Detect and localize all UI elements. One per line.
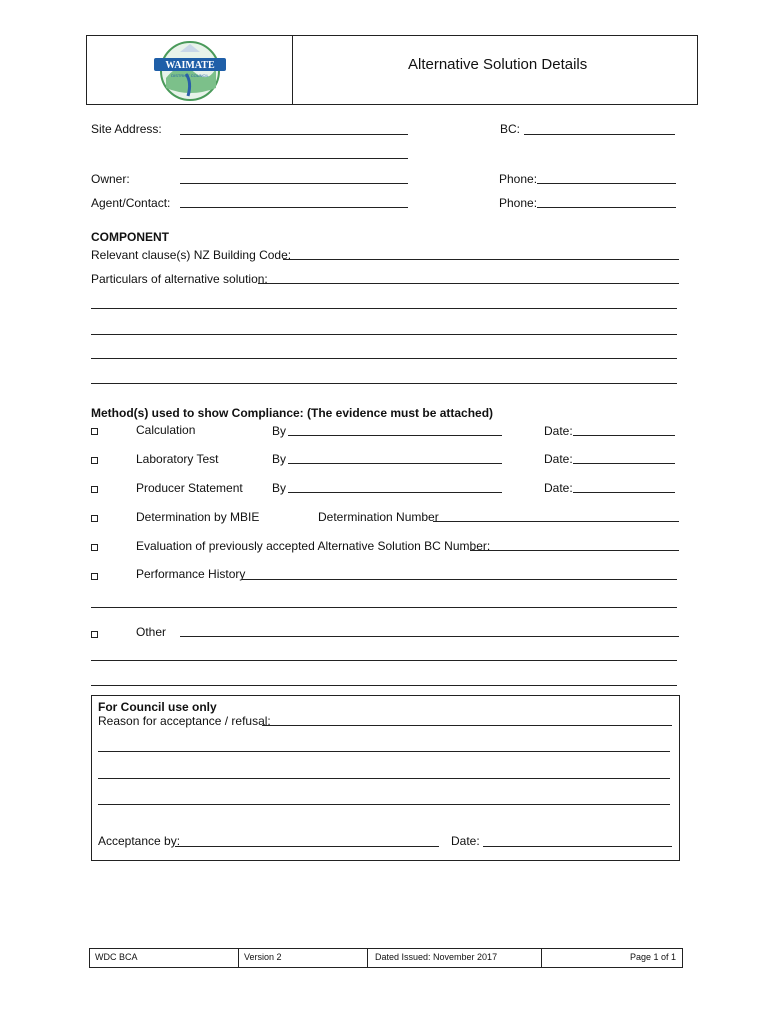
laboratory-test-by-label: By <box>272 452 287 466</box>
clauses-field[interactable] <box>283 259 679 260</box>
footer-divider-3 <box>541 948 542 967</box>
footer-org: WDC BCA <box>95 952 138 962</box>
site-address-field-1[interactable] <box>180 134 408 135</box>
footer-page-number: Page 1 of 1 <box>630 952 677 962</box>
council-logo <box>150 38 230 104</box>
other-label: Other <box>136 625 167 639</box>
acceptance-field[interactable] <box>175 846 439 847</box>
producer-statement-date-label: Date: <box>544 481 573 495</box>
logo-subtext: DISTRICT COUNCIL <box>171 73 209 78</box>
reason-label: Reason for acceptance / refusal: <box>98 714 271 728</box>
header-divider <box>292 35 293 104</box>
agent-phone-field[interactable] <box>537 207 676 208</box>
agent-phone-label: Phone: <box>499 196 538 210</box>
producer-statement-date-field[interactable] <box>573 492 675 493</box>
calculation-checkbox[interactable] <box>91 428 98 435</box>
particulars-field-3[interactable] <box>91 334 677 335</box>
laboratory-test-checkbox[interactable] <box>91 457 98 464</box>
owner-label: Owner: <box>91 172 130 186</box>
determination-number-field[interactable] <box>433 521 679 522</box>
footer-divider-1 <box>238 948 239 967</box>
council-date-label: Date: <box>451 834 480 848</box>
calculation-by-field[interactable] <box>288 435 502 436</box>
evaluation-label: Evaluation of previously accepted Alternative Solution BC Number: <box>136 539 491 553</box>
determination-number-label: Determination Number <box>318 510 439 524</box>
producer-statement-checkbox[interactable] <box>91 486 98 493</box>
bc-label: BC: <box>500 122 521 136</box>
reason-field-1[interactable] <box>262 725 672 726</box>
owner-field[interactable] <box>180 183 408 184</box>
page-title: Alternative Solution Details <box>408 56 588 73</box>
reason-field-4[interactable] <box>98 804 670 805</box>
site-address-label: Site Address: <box>91 122 162 136</box>
particulars-field-4[interactable] <box>91 358 677 359</box>
owner-phone-label: Phone: <box>499 172 538 186</box>
particulars-field-1[interactable] <box>258 283 679 284</box>
performance-history-checkbox[interactable] <box>91 573 98 580</box>
determination-checkbox[interactable] <box>91 515 98 522</box>
clauses-label: Relevant clause(s) NZ Building Code: <box>91 248 292 262</box>
producer-statement-by-field[interactable] <box>288 492 502 493</box>
performance-history-field-2[interactable] <box>91 607 677 608</box>
producer-statement-label: Producer Statement <box>136 481 243 495</box>
calculation-date-label: Date: <box>544 424 573 438</box>
reason-field-3[interactable] <box>98 778 670 779</box>
particulars-label: Particulars of alternative solution: <box>91 272 268 286</box>
site-address-field-2[interactable] <box>180 158 408 159</box>
determination-label: Determination by MBIE <box>136 510 260 524</box>
footer-divider-2 <box>367 948 368 967</box>
calculation-label: Calculation <box>136 423 196 437</box>
calculation-date-field[interactable] <box>573 435 675 436</box>
footer-date-issued: Dated Issued: November 2017 <box>375 952 498 962</box>
component-heading: COMPONENT <box>91 230 169 244</box>
bc-number-field[interactable] <box>524 134 675 135</box>
laboratory-test-label: Laboratory Test <box>136 452 219 466</box>
calculation-by-label: By <box>272 424 287 438</box>
producer-statement-by-label: By <box>272 481 287 495</box>
laboratory-test-by-field[interactable] <box>288 463 502 464</box>
council-use-heading: For Council use only <box>98 700 217 714</box>
other-field-3[interactable] <box>91 685 677 686</box>
performance-history-field-1[interactable] <box>242 579 677 580</box>
footer-version: Version 2 <box>244 952 282 962</box>
other-field-1[interactable] <box>180 636 679 637</box>
laboratory-test-date-field[interactable] <box>573 463 675 464</box>
performance-history-label: Performance History <box>136 567 246 581</box>
evaluation-bc-field[interactable] <box>470 550 679 551</box>
evaluation-checkbox[interactable] <box>91 544 98 551</box>
other-checkbox[interactable] <box>91 631 98 638</box>
agent-field[interactable] <box>180 207 408 208</box>
particulars-field-5[interactable] <box>91 383 677 384</box>
laboratory-test-date-label: Date: <box>544 452 573 466</box>
reason-field-2[interactable] <box>98 751 670 752</box>
owner-phone-field[interactable] <box>537 183 676 184</box>
agent-label: Agent/Contact: <box>91 196 171 210</box>
methods-heading: Method(s) used to show Compliance: (The evidence must be attached) <box>91 406 494 420</box>
other-field-2[interactable] <box>91 660 677 661</box>
acceptance-label: Acceptance by: <box>98 834 181 848</box>
logo-wordmark: WAIMATE <box>165 60 215 71</box>
council-date-field[interactable] <box>483 846 672 847</box>
particulars-field-2[interactable] <box>91 308 677 309</box>
